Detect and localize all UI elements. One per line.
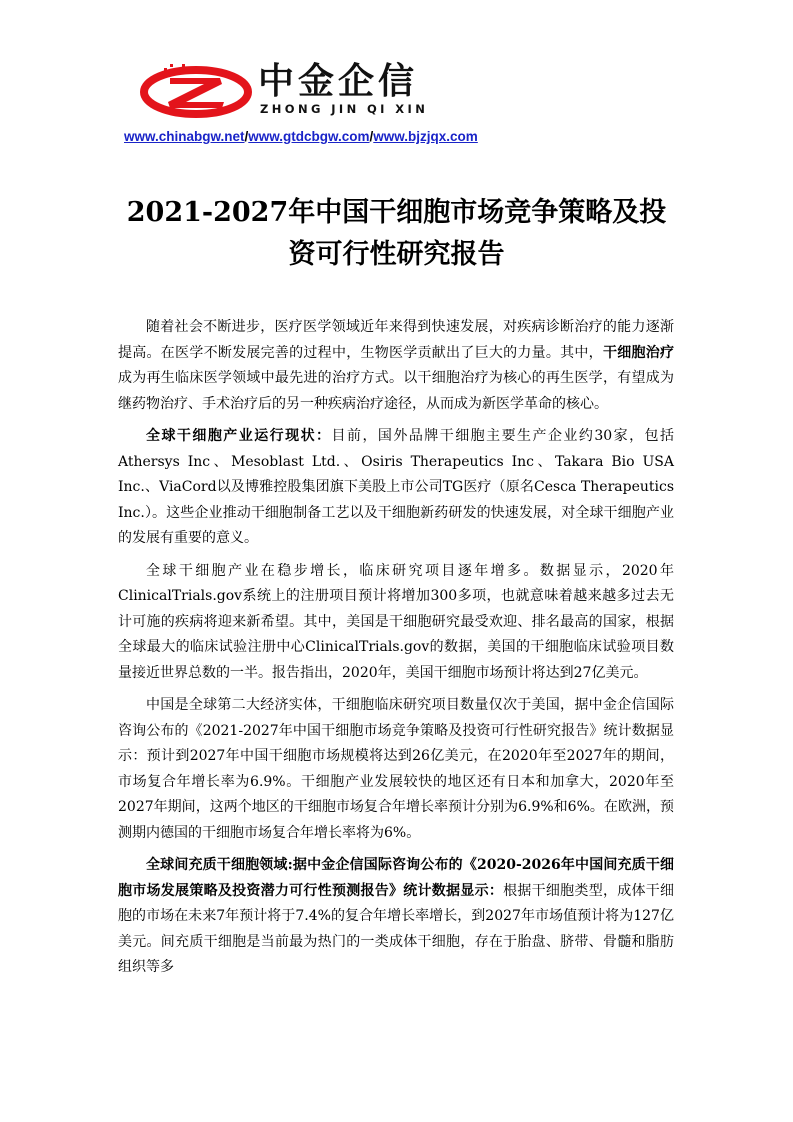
paragraph-china-market: 中国是全球第二大经济实体，干细胞临床研究项目数量仅次于美国，据中金企信国际咨询公布的《2021-2027年中国干细胞市场竞争策略及投资可行性研究报告》统计数据显示：预计到2027年中国干细胞市场规模将达到26亿美元，在2020年至2027年的期间，市场复合年增长率为6.9%。干细胞产业发展较快的地区还有日本和加拿大，2020年至2027年期间，这两个地区的干细胞市场复合年增长率预计分别为6.9%和6%。在欧洲，预测期内德国的干细胞市场复合年增长率将为6%。 [118, 697, 674, 841]
document-title [80, 192, 713, 276]
paragraph-text: 随着社会不断进步，医疗医学领域近年来得到快速发展，对疾病诊断治疗的能力逐渐提高。在医学不断发展完善的过程中，生物医学贡献出了巨大的力量。其中， [118, 319, 674, 361]
company-logo [140, 62, 480, 118]
document-body [118, 315, 674, 988]
paragraph-intro [118, 315, 674, 417]
link-separator: / [244, 129, 249, 144]
website-links [124, 129, 478, 144]
logo-english-name: ZHONG JIN QI XIN [260, 102, 429, 116]
paragraph-msc-field [118, 853, 674, 981]
paragraph-text: 根据干细胞类型，成体干细胞的市场在未来7年预计将于7.4%的复合年增长率增长，到2027年市场值预计将为127亿美元。间充质干细胞是当前最为热门的一类成体干细胞，存在于胎盘、脐带、骨髓和脂肪组织等多 [118, 882, 675, 975]
title-line-2: 资可行性研究报告 [288, 239, 505, 270]
link-separator: / [369, 129, 374, 144]
paragraph-text: 成为再生临床医学领域中最先进的治疗方式。以干细胞治疗为核心的再生医学，有望成为继药物治疗、手术治疗后的另一种疾病治疗途径，从而成为新医学革命的核心。 [118, 370, 674, 412]
link-gtdcbgw[interactable]: www.gtdcbgw.com [248, 129, 370, 144]
bold-heading: 全球干细胞产业运行现状： [146, 428, 332, 444]
logo-emblem-icon [140, 62, 252, 118]
paragraph-global-growth: 全球干细胞产业在稳步增长，临床研究项目逐年增多。数据显示，2020年ClinicalTrials.gov系统上的注册项目预计将增加300多项，也就意味着越来越多过去无计可施的疾病将迎来新希望。其中，美国是干细胞研究最受欢迎、排名最高的国家，根据全球最大的临床试验注册中心ClinicalTrials.gov的数据，美国的干细胞临床试验项目数量接近世界总数的一半。报告指出，2020年，美国干细胞市场预计将达到27亿美元。 [118, 562, 674, 681]
bold-term: 干细胞治疗 [602, 344, 675, 361]
link-bjzjqx[interactable]: www.bjzjqx.com [373, 129, 478, 144]
title-line-1: 2021-2027年中国干细胞市场竞争策略及投 [126, 197, 667, 228]
paragraph-global-status [118, 424, 674, 552]
paragraph-text: 目前，国外品牌干细胞主要生产企业约30家，包括Athersys Inc、Mesoblast Ltd.、Osiris Therapeutics Inc、Takara Bio USA Inc.、ViaCord以及博雅控股集团旗下美股上市公司TG医疗（原名Cesca Therapeutics Inc.）。这些企业推动干细胞制备工艺以及干细胞新药研发的快速发展，对全球干细胞产业的发展有重要的意义。 [118, 428, 674, 546]
bold-heading: 全球间充质干细胞领域:据中金企信国际咨询公布的《2020-2026年中国间充质干细胞市场发展策略及投资潜力可行性预测报告》统计数据显示： [118, 857, 674, 899]
logo-chinese-name: 中金企信 [258, 61, 419, 102]
link-chinabgw[interactable]: www.chinabgw.net [124, 129, 245, 144]
